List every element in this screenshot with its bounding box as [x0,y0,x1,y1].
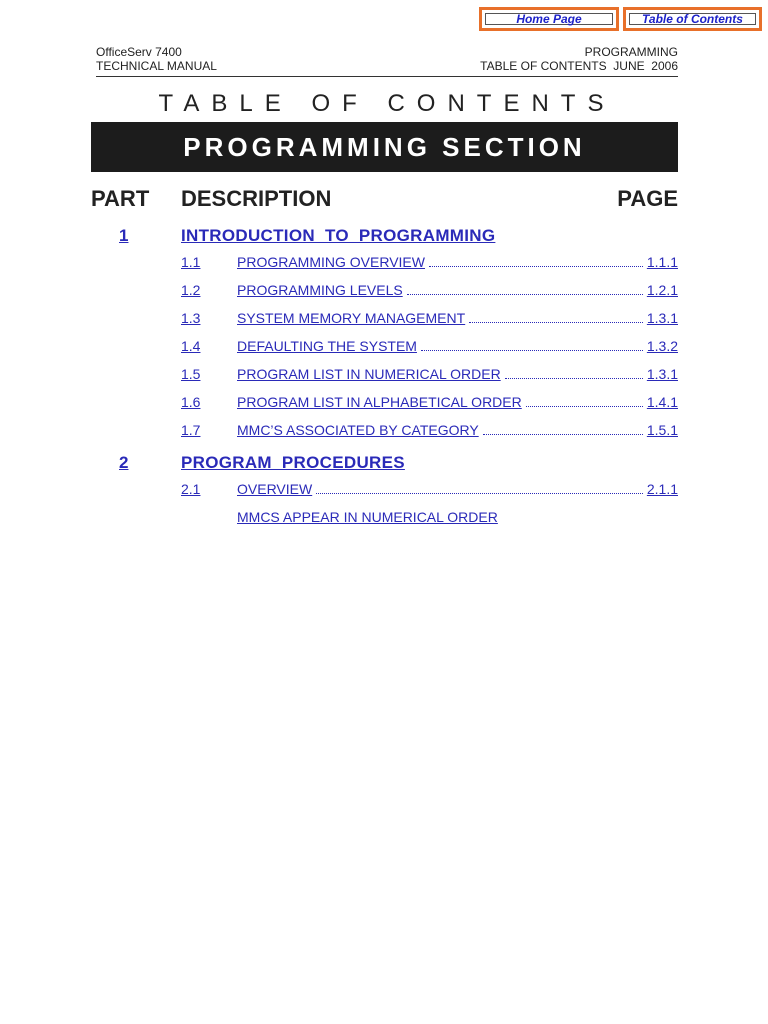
part-row-1 [0,226,768,250]
entry-page[interactable]: 1.3.1 [646,366,678,382]
column-header-part: PART [91,186,150,211]
toc-entry[interactable] [0,310,768,330]
toc-entry[interactable] [0,394,768,414]
entry-link[interactable] [237,394,678,410]
toc-entry[interactable] [0,422,768,442]
dot-leader [316,482,643,494]
dot-leader [483,423,643,435]
entry-text[interactable]: DEFAULTING THE SYSTEM [237,338,417,354]
dot-leader [421,339,643,351]
entry-text[interactable]: PROGRAMMING OVERVIEW [237,254,425,270]
part-title-link[interactable]: INTRODUCTION TO PROGRAMMING [181,226,496,245]
header-right [480,45,678,73]
entry-page[interactable]: 1.5.1 [646,422,678,438]
entry-text[interactable]: MMCS APPEAR IN NUMERICAL ORDER [237,509,498,525]
column-header-description: DESCRIPTION [181,186,332,211]
entry-number[interactable]: 1.2 [181,282,201,298]
toc-entry[interactable] [0,509,768,529]
dot-leader [526,395,643,407]
entry-number[interactable]: 1.5 [181,366,201,382]
entry-text[interactable]: OVERVIEW [237,481,313,497]
part-row-2 [0,453,768,477]
entry-text[interactable]: PROGRAM LIST IN ALPHABETICAL ORDER [237,394,522,410]
header-divider [96,76,678,77]
entry-text[interactable]: MMC’S ASSOCIATED BY CATEGORY [237,422,479,438]
entry-page[interactable]: 1.4.1 [646,394,678,410]
column-header-page: PAGE [617,186,678,211]
dot-leader [407,283,643,295]
toc-entry[interactable] [0,338,768,358]
entry-page[interactable]: 1.3.1 [646,310,678,326]
page-title: TABLE OF CONTENTS [158,90,616,117]
dot-leader [505,367,643,379]
entry-link[interactable] [237,366,678,382]
part-number-link[interactable]: 2 [119,453,129,472]
part-number-link[interactable]: 1 [119,226,129,245]
entry-number[interactable]: 1.4 [181,338,201,354]
entry-link[interactable] [237,310,678,326]
section-banner-label: PROGRAMMING SECTION [183,131,586,162]
toc-entry[interactable] [0,282,768,302]
entry-link[interactable] [237,422,678,438]
header-left [96,45,217,73]
header-date: TABLE OF CONTENTS JUNE 2006 [480,59,678,73]
entry-page[interactable]: 2.1.1 [646,481,678,497]
home-page-button-label[interactable]: Home Page [485,13,613,25]
section-banner [91,122,678,172]
header-product: OfficeServ 7400 [96,45,182,59]
entry-number[interactable]: 1.6 [181,394,201,410]
toc-entry[interactable] [0,254,768,274]
entry-text[interactable]: PROGRAMMING LEVELS [237,282,403,298]
table-of-contents-button-label[interactable]: Table of Contents [629,13,756,25]
part-title-link[interactable]: PROGRAM PROCEDURES [181,453,405,472]
toc-entry[interactable] [0,366,768,386]
header-manual: TECHNICAL MANUAL [96,59,217,73]
toc-entry[interactable] [0,481,768,501]
entry-link[interactable] [237,282,678,298]
dot-leader [429,255,643,267]
entry-page[interactable]: 1.2.1 [646,282,678,298]
entry-link[interactable] [237,338,678,354]
entry-number[interactable]: 2.1 [181,481,201,497]
entry-link[interactable] [237,509,678,525]
header-section: PROGRAMMING [584,45,678,59]
entry-number[interactable]: 1.7 [181,422,201,438]
entry-text[interactable]: SYSTEM MEMORY MANAGEMENT [237,310,466,326]
entry-link[interactable] [237,254,678,270]
entry-number[interactable]: 1.1 [181,254,201,270]
entry-page[interactable]: 1.1.1 [646,254,678,270]
entry-number[interactable]: 1.3 [181,310,201,326]
entry-text[interactable]: PROGRAM LIST IN NUMERICAL ORDER [237,366,501,382]
home-page-button[interactable] [479,7,619,31]
table-of-contents-button[interactable] [623,7,762,31]
entry-link[interactable] [237,481,678,497]
dot-leader [469,311,643,323]
entry-page[interactable]: 1.3.2 [646,338,678,354]
